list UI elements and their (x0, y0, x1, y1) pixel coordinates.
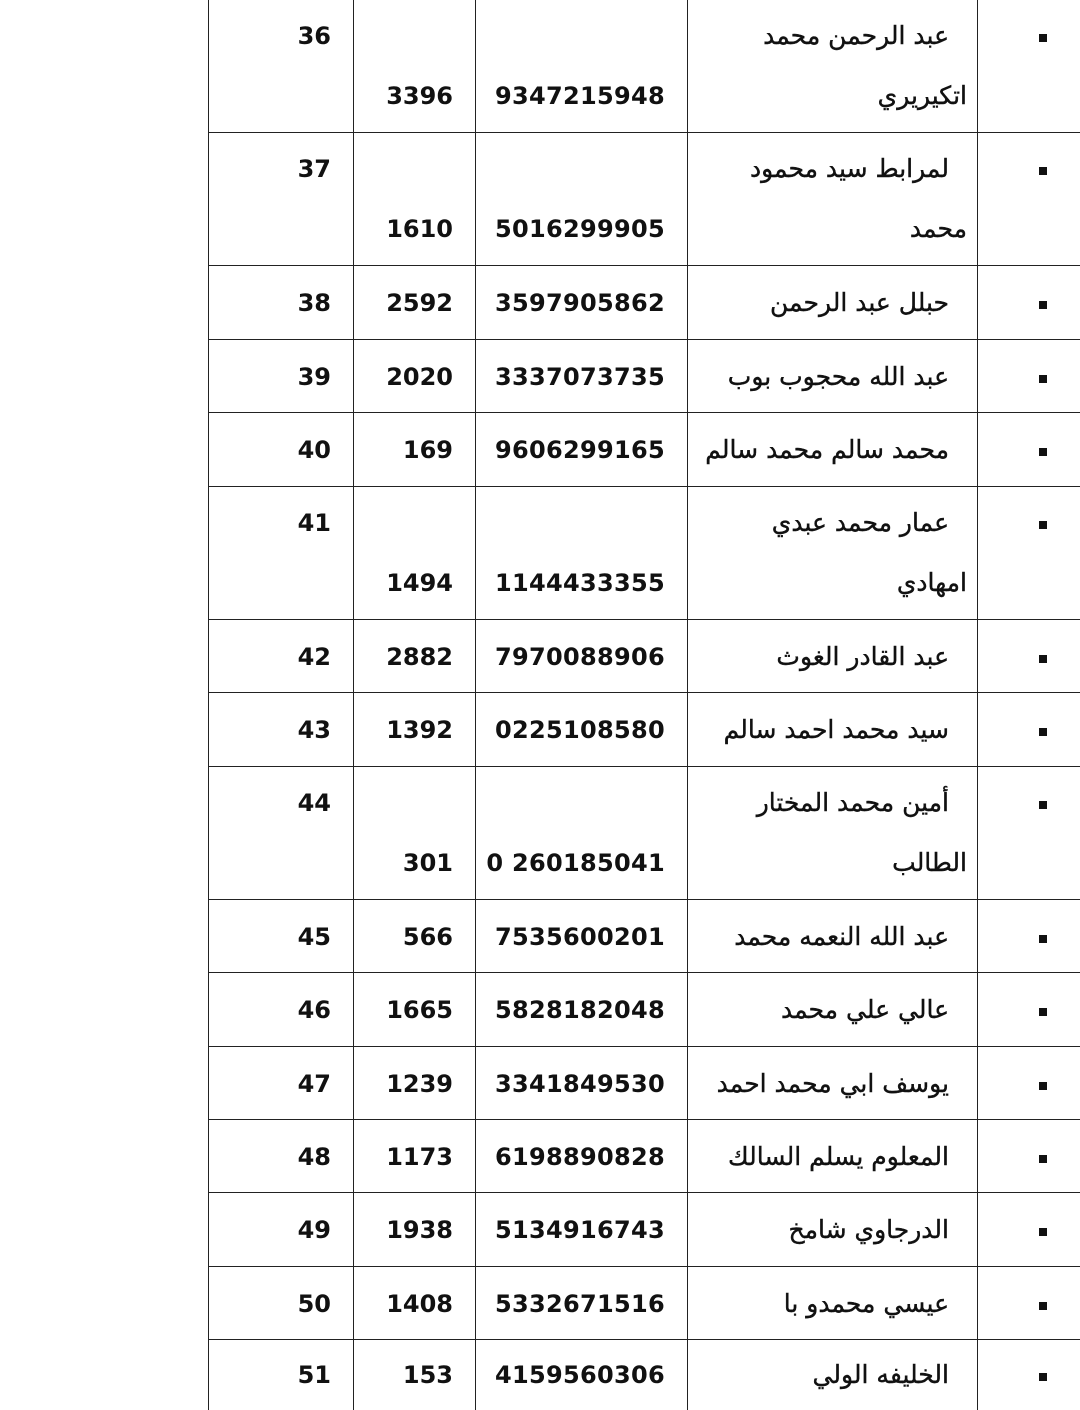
row-number: 51 (297, 1361, 331, 1389)
table-row (209, 133, 1080, 266)
row-number: 50 (297, 1289, 331, 1318)
bullet-square-icon (1039, 655, 1047, 663)
table-row (209, 1193, 1080, 1267)
bullet-square-icon (1039, 1082, 1047, 1090)
row-name-line1: عيسي محمدو با (783, 1288, 949, 1318)
row-phone: 0 260185041 (486, 849, 665, 877)
row-phone: 4159560306 (495, 1361, 665, 1389)
row-code: 3396 (386, 82, 453, 110)
bullet-square-icon (1039, 1373, 1047, 1381)
row-phone: 3337073735 (495, 362, 665, 391)
bullet-square-icon (1039, 521, 1047, 529)
row-number: 47 (297, 1069, 331, 1098)
row-code: 2020 (386, 362, 453, 391)
table-row (209, 413, 1080, 487)
row-phone: 3341849530 (495, 1069, 665, 1098)
row-name-line1: يوسف ابي محمد احمد (716, 1068, 949, 1098)
bullet-square-icon (1039, 1228, 1047, 1236)
row-code: 2592 (386, 289, 453, 317)
row-number: 36 (297, 22, 331, 50)
row-number: 48 (297, 1142, 331, 1171)
row-phone: 5332671516 (495, 1289, 665, 1318)
row-name-line1: المعلوم يسلم السالك (728, 1141, 949, 1171)
row-name-line1: عالي علي محمد (780, 995, 949, 1024)
table-row (209, 1340, 1080, 1410)
row-phone: 5134916743 (495, 1216, 665, 1244)
row-name-line1: لمرابط سيد محمود (749, 154, 949, 183)
row-name-line1: عمار محمد عبدي (771, 508, 949, 537)
row-name-line1: عبد الله النعمه محمد (734, 921, 949, 951)
row-code: 566 (402, 922, 453, 951)
bullet-square-icon (1039, 167, 1047, 175)
row-name-line2: امهادي (896, 568, 967, 597)
row-number: 37 (297, 155, 331, 183)
bullet-square-icon (1039, 728, 1047, 736)
row-code: 1665 (386, 996, 453, 1024)
row-name-line2: الطالب (892, 848, 967, 877)
row-phone: 5828182048 (495, 996, 665, 1024)
row-code: 2882 (386, 642, 453, 671)
row-number: 38 (297, 289, 331, 317)
row-number: 46 (297, 996, 331, 1024)
row-phone: 6198890828 (495, 1142, 665, 1171)
row-phone: 7535600201 (495, 922, 665, 951)
row-code: 301 (402, 849, 453, 877)
bullet-square-icon (1039, 375, 1047, 383)
row-code: 1392 (386, 716, 453, 744)
table-row (209, 767, 1080, 900)
row-number: 49 (297, 1216, 331, 1244)
row-phone: 9347215948 (495, 82, 665, 110)
row-name-line1: عبد القادر الغوث (776, 641, 949, 671)
row-name-line1: الدرجاوي شامخ (788, 1215, 949, 1244)
bullet-square-icon (1039, 448, 1047, 456)
row-phone: 7970088906 (495, 642, 665, 671)
row-name-line1: سيد محمد احمد سالم (723, 715, 949, 744)
bullet-square-icon (1039, 1155, 1047, 1163)
row-phone: 1144433355 (495, 569, 665, 597)
bullet-square-icon (1039, 1302, 1047, 1310)
row-number: 45 (297, 922, 331, 951)
table-row (209, 1047, 1080, 1120)
row-code: 1173 (386, 1142, 453, 1171)
row-phone: 3597905862 (495, 289, 665, 317)
row-code: 1408 (386, 1289, 453, 1318)
table-row (209, 693, 1080, 767)
table-row (209, 973, 1080, 1047)
row-name-line1: عبد الرحمن محمد (763, 21, 949, 50)
row-name-line2: محمد (909, 214, 967, 243)
table-row (209, 0, 1080, 133)
row-number: 42 (297, 642, 331, 671)
row-code: 1938 (386, 1216, 453, 1244)
row-phone: 0225108580 (495, 716, 665, 744)
row-name-line1: حبلل عبد الرحمن (770, 288, 949, 317)
row-code: 169 (402, 436, 453, 464)
bullet-square-icon (1039, 1008, 1047, 1016)
row-number: 41 (297, 509, 331, 537)
table-row (209, 1267, 1080, 1340)
row-number: 43 (297, 716, 331, 744)
bullet-square-icon (1039, 935, 1047, 943)
row-code: 1610 (386, 215, 453, 243)
row-code: 153 (402, 1361, 453, 1389)
row-phone: 5016299905 (495, 215, 665, 243)
row-name-line1: أمين محمد المختار (756, 788, 949, 817)
bullet-square-icon (1039, 301, 1047, 309)
row-number: 44 (297, 789, 331, 817)
table-row (209, 1120, 1080, 1193)
row-number: 40 (297, 436, 331, 464)
row-name-line1: الخليفه الولي (812, 1360, 949, 1389)
table-row (209, 620, 1080, 693)
table-row (209, 487, 1080, 620)
table-row (209, 340, 1080, 413)
row-number: 39 (297, 362, 331, 391)
bullet-square-icon (1039, 34, 1047, 42)
row-phone: 9606299165 (495, 436, 665, 464)
row-name-line1: محمد سالم محمد سالم (705, 435, 949, 464)
table-row (209, 900, 1080, 973)
table-row (209, 266, 1080, 340)
row-name-line2: اتكيريري (877, 81, 967, 110)
bullet-square-icon (1039, 801, 1047, 809)
row-name-line1: عبد الله محجوب بوب (727, 361, 949, 391)
row-code: 1239 (386, 1069, 453, 1098)
row-code: 1494 (386, 569, 453, 597)
